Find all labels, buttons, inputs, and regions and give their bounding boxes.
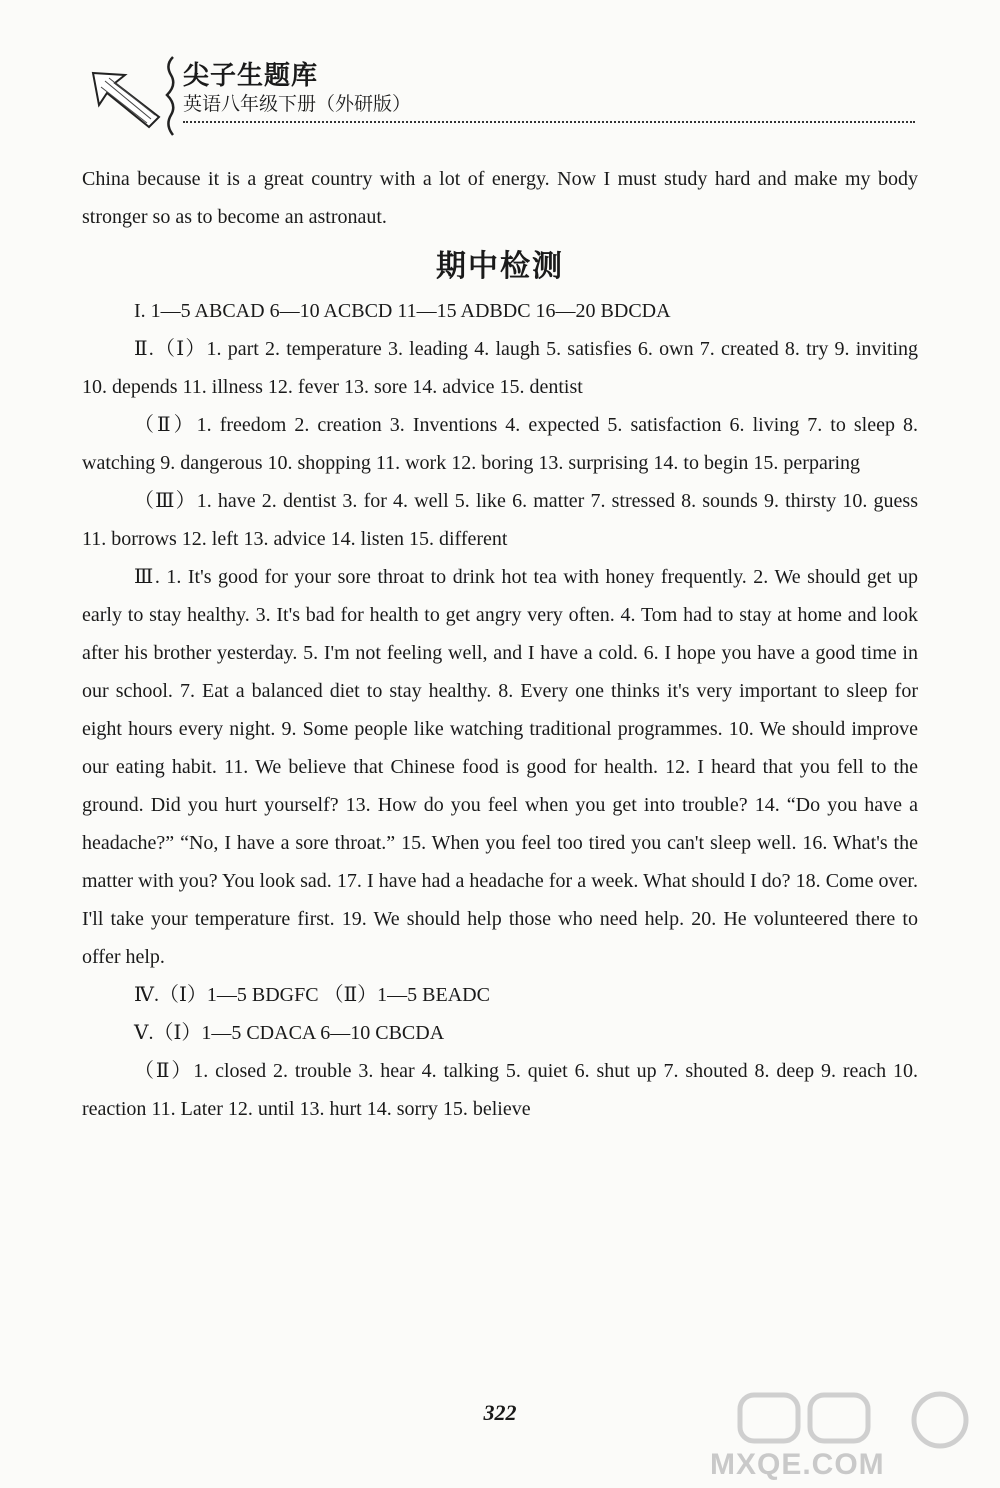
page-number: 322 — [483, 1400, 517, 1425]
answer-part-5-2: （Ⅱ）1. closed 2. trouble 3. hear 4. talking 5. quiet 6. shut up 7. shouted 8. deep 9. reach 10. reaction 11. Later 12. until 13. hurt 14. sorry 15. believe — [82, 1060, 918, 1120]
series-title: 尖子生题库 — [183, 61, 319, 91]
answer-part-2-3: （Ⅲ）1. have 2. dentist 3. for 4. well 5. like 6. matter 7. stressed 8. sounds 9. thirsty 10. guess 11. borrows 12. left 13. advice 14. listen 15. different — [82, 490, 918, 550]
answer-part-2-1: Ⅱ.（Ⅰ）1. part 2. temperature 3. leading 4. laugh 5. satisfies 6. own 7. created 8. try 9. inviting 10. depends 11. illness 12. fever 13. sore 14. advice 15. dentist — [82, 338, 918, 398]
intro-paragraph: China because it is a great country with a lot of energy. Now I must study hard and make my body stronger so as to become an astronaut. — [82, 168, 918, 228]
page-header — [85, 55, 915, 140]
page-content — [82, 160, 918, 1128]
watermark-text: MXQE.COM — [710, 1448, 885, 1481]
answer-part-4: Ⅳ.（Ⅰ）1—5 BDGFC （Ⅱ）1—5 BEADC — [134, 984, 490, 1006]
section-title: 期中检测 — [436, 249, 564, 284]
header-divider — [183, 121, 915, 123]
arrow-logo-icon — [85, 65, 165, 135]
header-brace-icon — [163, 55, 177, 137]
book-title: 英语八年级下册（外研版） — [183, 93, 412, 115]
answer-part-5-1: Ⅴ.（Ⅰ）1—5 CDACA 6—10 CBCDA — [134, 1022, 445, 1044]
answer-part-1: I. 1—5 ABCAD 6—10 ACBCD 11—15 ADBDC 16—20 BDCDA — [134, 300, 671, 322]
answer-part-3: Ⅲ. 1. It's good for your sore throat to drink hot tea with honey frequently. 2. We should get up early to stay healthy. 3. It's bad for health to get angry very often. 4. Tom had to stay at home and look after his brother yesterday. 5. I'm not feeling well, and I have a cold. 6. I hope you have a good time in our school. 7. Eat a balanced diet to stay healthy. 8. Every one thinks it's very important to sleep for eight hours every night. 9. Some people like watching traditional programmes. 10. We should improve our eating habit. 11. We believe that Chinese food is good for health. 12. I heard that you fell to the ground. Did you hurt yourself? 13. How do you feel when you get into trouble? 14. “Do you have a headache?” “No, I have a sore throat.” 15. When you feel too tired you can't sleep well. 16. What's the matter with you? You look sad. 17. I have had a headache for a week. What should I do? 18. Come over. I'll take your temperature first. 19. We should help those who need help. 20. He volunteered there to offer help. — [82, 566, 918, 968]
answer-part-2-2: （Ⅱ）1. freedom 2. creation 3. Inventions 4. expected 5. satisfaction 6. living 7. to sleep 8. watching 9. dangerous 10. shopping 11. work 12. boring 13. surprising 14. to begin 15. perparing — [82, 414, 918, 474]
